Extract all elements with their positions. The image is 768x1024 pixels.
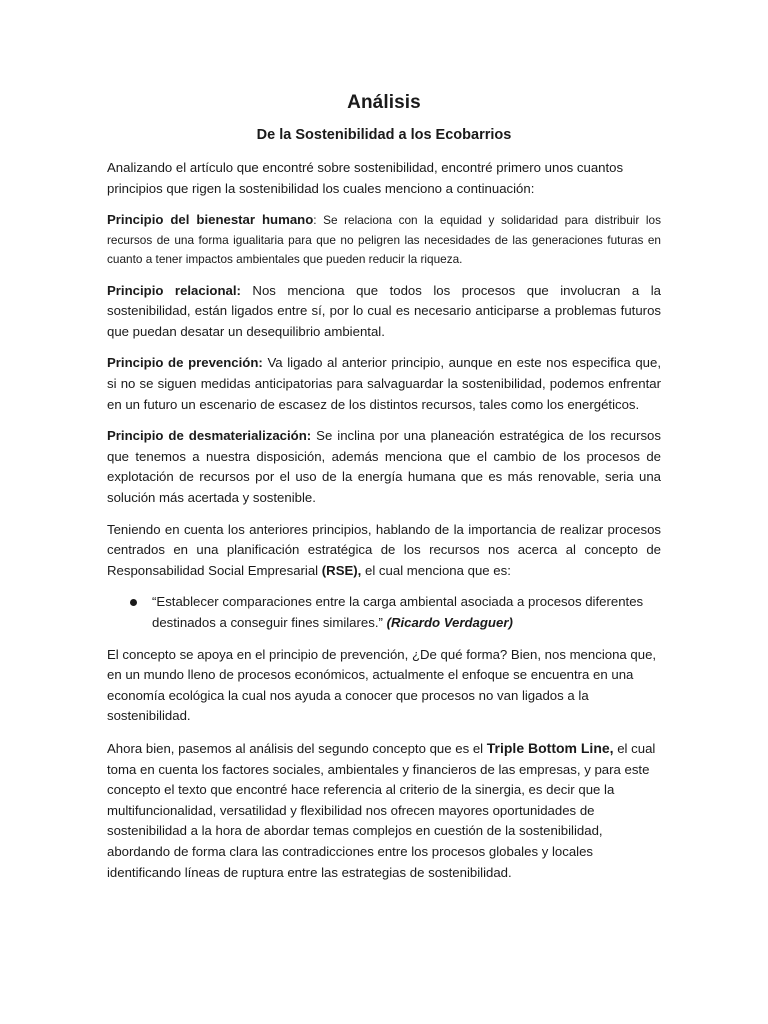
triple-bottom-line-paragraph [107, 738, 661, 883]
document-title: Análisis [347, 92, 421, 113]
principle-paragraph-relational [107, 281, 661, 343]
principle-text: : Se relaciona con la equidad y solidaridad para distribuir los recursos de una forma igualitaria para que no peligren las necesidades de las generaciones futuras en cuanto a tener impactos ambientales que pueden reducir la riqueza. [107, 213, 661, 267]
tbl-text-after: el cual toma en cuenta los factores sociales, ambientales y financieros de las empresas, y para este concepto el texto que encontré hace referencia al criterio de la sinergia, es decir que la multifuncionalidad, versatilidad y flexibilidad nos ofrecen mayores oportunidades de sostenibilidad a la hora de abordar temas complejos en cuestión de la sostenibilidad, abordando de forma clara las contradicciones entre los procesos globales y locales identificando líneas de ruptura entre las estrategias de sostenibilidad. [107, 740, 656, 880]
rse-text-before: Teniendo en cuenta los anteriores principios, hablando de la importancia de realizar procesos centrados en una planificación estratégica de los recursos nos acerca al concepto de Responsabilidad Social Empresarial [107, 521, 661, 578]
principle-label: Principio de prevención: [107, 355, 263, 371]
rse-text-after: el cual menciona que es: [361, 562, 511, 578]
quote-list-item [152, 592, 661, 633]
principle-paragraph-prevention [107, 353, 661, 415]
bullet-icon [130, 599, 137, 606]
rse-acronym: (RSE), [321, 562, 362, 578]
principle-text: Va ligado al anterior principio, aunque en este nos especifica que, si no se siguen medidas anticipatorias para salvaguardar la sostenibilidad, podemos enfrentar en un futuro un escenario de escasez de los distintos recursos, tales como los energéticos. [107, 355, 661, 412]
principle-label: Principio relacional: [107, 282, 241, 298]
document-page [107, 92, 661, 894]
rse-paragraph [107, 520, 661, 582]
principle-label: Principio de desmaterialización: [107, 428, 312, 444]
intro-paragraph: Analizando el artículo que encontré sobre sostenibilidad, encontré primero unos cuantos principios que rigen la sostenibilidad los cuales menciono a continuación: [107, 160, 624, 196]
quote-author: (Ricardo Verdaguer) [386, 615, 513, 630]
concept-paragraph: El concepto se apoya en el principio de prevención, ¿De qué forma? Bien, nos menciona que, en un mundo lleno de procesos económicos, actualmente el enfoque se encuentra en una economía ecológica la cual nos ayuda a conocer que procesos no van ligados a la sostenibilidad. [107, 646, 657, 724]
principle-label: Principio del bienestar humano [107, 212, 314, 228]
tbl-term: Triple Bottom Line, [486, 739, 614, 756]
principle-paragraph-wellbeing [107, 210, 661, 270]
quote-list [107, 592, 661, 633]
principle-text: Se inclina por una planeación estratégica de los recursos que tenemos a nuestra disposición, además menciona que el cambio de los procesos de explotación de recursos por el uso de la energía humana que es más renovable, seria una solución más acertada y sostenible. [107, 428, 661, 506]
tbl-text-before: Ahora bien, pasemos al análisis del segundo concepto que es el [107, 740, 487, 756]
principle-text: Nos menciona que todos los procesos que involucran a la sostenibilidad, están ligados entre sí, por lo cual es necesario anticiparse a problemas futuros que puedan desatar un desequilibrio ambiental. [107, 282, 661, 339]
quote-text: “Establecer comparaciones entre la carga ambiental asociada a procesos diferentes destinados a conseguir fines similares.” [152, 594, 644, 630]
principle-paragraph-dematerialization [107, 426, 661, 508]
document-subtitle: De la Sostenibilidad a los Ecobarrios [256, 127, 512, 143]
